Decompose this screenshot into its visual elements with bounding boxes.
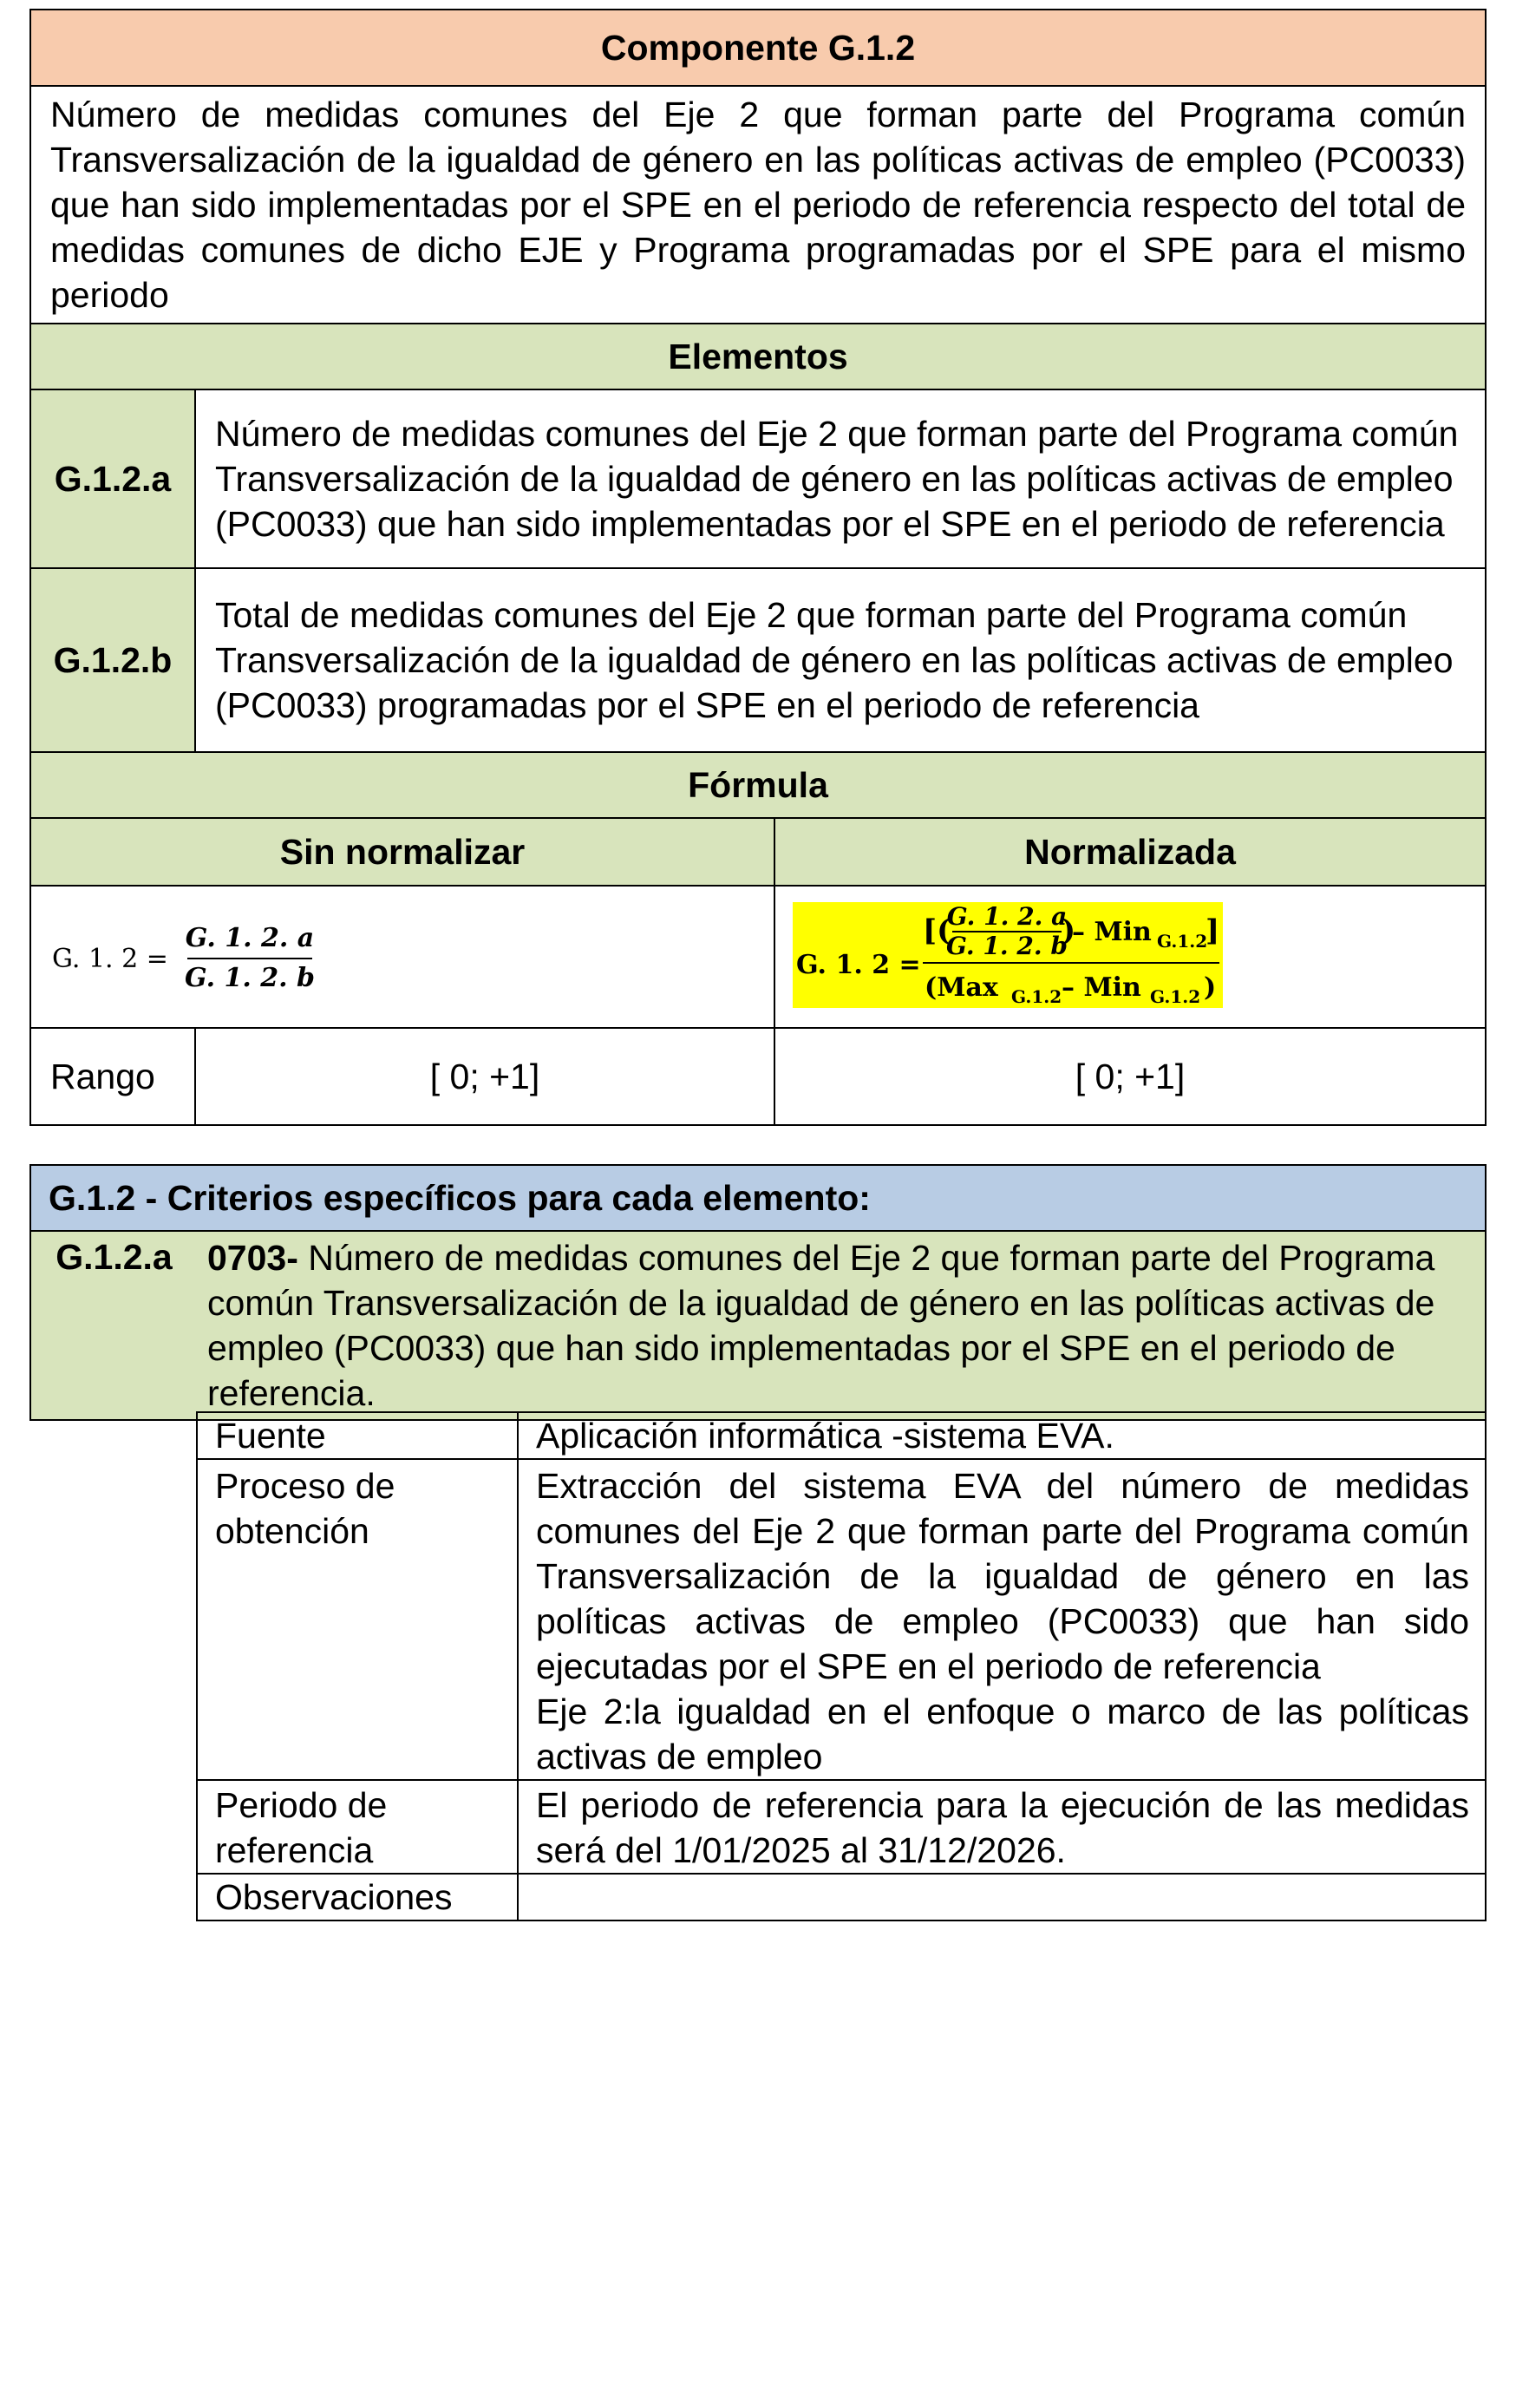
formula-plain-lhs: G. 1. 2 = xyxy=(52,943,168,974)
rango-sin-normalizar: [ 0; +1] xyxy=(195,1028,774,1125)
formula-highlight xyxy=(793,902,1223,1008)
formula-norm-den-minus: – Min xyxy=(1062,972,1141,1003)
rango-normalizada: [ 0; +1] xyxy=(774,1028,1486,1125)
formula-norm-den-open: (Max xyxy=(925,972,998,1003)
elementos-header: Elementos xyxy=(30,324,1486,389)
indicator-code: 0703- xyxy=(207,1238,298,1278)
formula-norm-sub1: G.1.2 xyxy=(1157,930,1208,952)
formula-col-sin-normalizar: Sin normalizar xyxy=(30,818,774,886)
formula-norm-close-paren: ) xyxy=(1062,913,1076,948)
formula-norm-den-close: ) xyxy=(1204,972,1217,1003)
criterios-header: G.1.2 - Criterios específicos para cada elemento: xyxy=(30,1165,1486,1231)
formula-norm-open: [( xyxy=(923,913,951,948)
component-title: Componente G.1.2 xyxy=(30,10,1486,86)
formula-norm-lhs: G. 1. 2 = xyxy=(796,949,921,980)
formula-norm-min: – Min xyxy=(1072,916,1152,947)
formula-norm-close-bracket: ] xyxy=(1206,913,1220,948)
formula-plain-den: G. 1. 2. b xyxy=(185,962,315,990)
criterio-text xyxy=(197,1231,1486,1420)
formula-norm-inner-num: G. 1. 2. a xyxy=(946,901,1068,931)
indicator-text: Número de medidas comunes del Eje 2 que forman parte del Programa común Transversalización de la igualdad de género en las políticas activas de empleo (PC0033) que han sido implementadas por el SPE en el periodo de referencia. xyxy=(207,1238,1435,1413)
element-code-b: G.1.2.b xyxy=(30,568,195,752)
proceso-value-main: Extracción del sistema EVA del número de medidas comunes del Eje 2 que forman parte del Programa común Transversalización de la igualdad de género en las políticas activas de empleo (PC0033) que han sido ejecutadas por el SPE en el periodo de referencia xyxy=(536,1466,1469,1686)
component-description: Número de medidas comunes del Eje 2 que forman parte del Programa común Transversalización de la igualdad de género en las políticas activas de empleo (PC0033) que han sido implementadas por el SPE en el periodo de referencia respecto del total de medidas comunes de dicho EJE y Programa programadas por el SPE para el mismo periodo xyxy=(30,86,1486,324)
proceso-label: Proceso de obtención xyxy=(197,1459,518,1780)
formula-norm-inner-den: G. 1. 2. b xyxy=(946,931,1068,960)
criterios-table xyxy=(29,1164,1487,1421)
periodo-value: El periodo de referencia para la ejecución de las medidas será del 1/01/2025 al 31/12/2026. xyxy=(518,1780,1486,1874)
formula-normalized-cell xyxy=(774,886,1486,1028)
element-text-a: Número de medidas comunes del Eje 2 que forman parte del Programa común Transversalización de la igualdad de género en las políticas activas de empleo (PC0033) que han sido implementadas por el SPE en el periodo de referencia xyxy=(195,389,1486,568)
formula-plain xyxy=(49,920,326,990)
rango-label: Rango xyxy=(30,1028,195,1125)
formula-header: Fórmula xyxy=(30,752,1486,818)
formula-norm-sub2: G.1.2 xyxy=(1011,985,1062,1007)
fuente-value: Aplicación informática -sistema EVA. xyxy=(518,1412,1486,1459)
criterios-detail-table xyxy=(196,1411,1487,1921)
formula-col-normalizada: Normalizada xyxy=(774,818,1486,886)
formula-plain-num: G. 1. 2. a xyxy=(185,922,315,953)
component-table xyxy=(29,9,1487,1126)
observaciones-label: Observaciones xyxy=(197,1874,518,1921)
periodo-label: Periodo de referencia xyxy=(197,1780,518,1874)
formula-norm-sub3: G.1.2 xyxy=(1150,985,1201,1007)
proceso-value xyxy=(518,1459,1486,1780)
fuente-label: Fuente xyxy=(197,1412,518,1459)
proceso-value-eje: Eje 2:la igualdad en el enfoque o marco de las políticas activas de empleo xyxy=(536,1691,1469,1777)
element-code-a: G.1.2.a xyxy=(30,389,195,568)
formula-normalized xyxy=(793,902,1223,1008)
criterio-code: G.1.2.a xyxy=(30,1231,197,1420)
element-text-b: Total de medidas comunes del Eje 2 que forman parte del Programa común Transversalización de la igualdad de género en las políticas activas de empleo (PC0033) programadas por el SPE en el periodo de referencia xyxy=(195,568,1486,752)
formula-plain-cell xyxy=(30,886,774,1028)
observaciones-value xyxy=(518,1874,1486,1921)
